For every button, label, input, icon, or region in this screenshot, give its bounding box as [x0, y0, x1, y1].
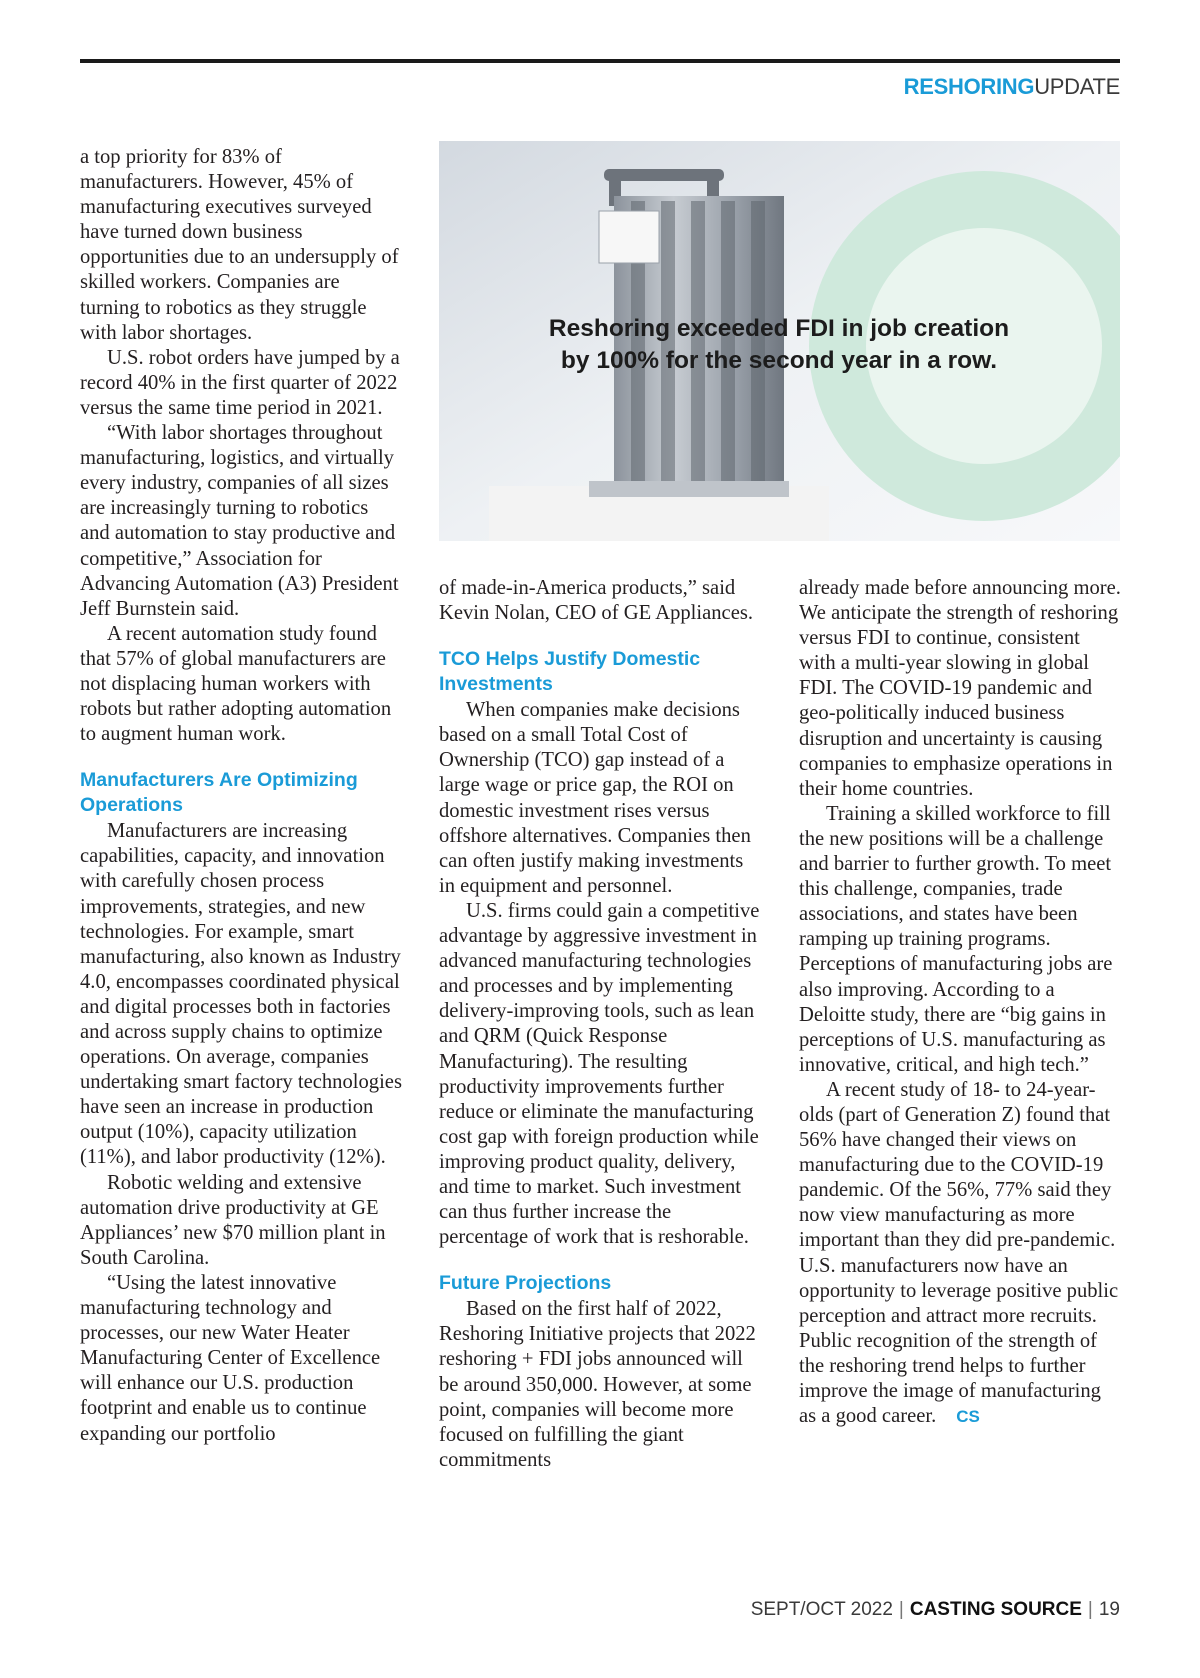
paragraph: U.S. robot orders have jumped by a record 40% in the first quarter of 2022 versus the same time period in 2021.: [80, 346, 400, 419]
column-2: [439, 576, 761, 1473]
paragraph: Training a skilled workforce to fill the new positions will be a challenge and barrier to further growth. To meet this challenge, companies, trade associations, and states have been ramping up training programs. Perceptions of manufacturing jobs are also improving. According to a Deloitte study, there are “big gains in perceptions of U.S. manufacturing as innovative, critical, and high tech.”: [799, 802, 1113, 1076]
end-mark: CS: [956, 1407, 980, 1427]
column-1: [80, 145, 402, 1447]
footer-divider: |: [898, 1599, 904, 1620]
section-header: [904, 74, 1120, 100]
subhead-optimizing-operations: Manufacturers Are Optimizing Operations: [80, 769, 358, 817]
paragraph: already made before announcing more. We anticipate the strength of reshoring versus FDI to continue, consistent with a multi-year slowing in global FDI. The COVID-19 pandemic and geo-politically induced business disruption and uncertainty is causing companies to emphasize operations in their home countries.: [799, 577, 1121, 800]
paragraph-final: [799, 1078, 1121, 1429]
issue-date: SEPT/OCT 2022: [750, 1599, 893, 1620]
publication-name: CASTING SOURCE: [909, 1599, 1082, 1620]
paragraph: a top priority for 83% of manufacturers. However, 45% of manufacturing executives surveyed have turned down business opportunities due to an undersupply of skilled workers. Companies are turning to robotics as they struggle with labor shortages.: [80, 146, 399, 344]
paragraph-text: A recent study of 18- to 24-year-olds (part of Generation Z) found that 56% have changed their views on manufacturing due to the COVID-19 pandemic. Of the 56%, 77% said they now view manufacturing as more important than they did pre-pandemic. U.S. manufacturers now have an opportunity to leverage positive public perception and attract more recruits. Public recognition of the strength of the reshoring trend helps to further improve the image of manufacturing as a good career.: [799, 1078, 1119, 1428]
footer-divider: |: [1087, 1599, 1093, 1620]
paragraph: When companies make decisions based on a small Total Cost of Ownership (TCO) gap instead of a large wage or price gap, the ROI on domestic investment rises versus offshore alternatives. Companies then can often justify making investments in equipment and personnel.: [439, 699, 751, 897]
page-number: 19: [1098, 1599, 1120, 1620]
paragraph: Robotic welding and extensive automation drive productivity at GE Appliances’ new $70 million plant in South Carolina.: [80, 1171, 386, 1269]
stack-label-sticker: [599, 211, 659, 263]
top-rule: [80, 59, 1120, 63]
paragraph: of made-in-America products,” said Kevin Nolan, CEO of GE Appliances.: [439, 577, 753, 625]
column-3: [799, 576, 1121, 1429]
section-label-light: UPDATE: [1034, 74, 1120, 99]
subhead-future-projections: Future Projections: [439, 1272, 612, 1295]
article-photo: [439, 141, 1120, 541]
section-label-strong: RESHORING: [903, 74, 1035, 99]
paragraph: A recent automation study found that 57% of global manufacturers are not displacing human workers with robots but rather adopting automation to augment human work.: [80, 622, 392, 746]
photo-caption: Reshoring exceeded FDI in job creation by 100% for the second year in a row.: [548, 315, 1010, 374]
paragraph: “With labor shortages throughout manufacturing, logistics, and virtually every industry, companies of all sizes are increasingly turning to robotics and automation to stay productive and competitive,” Association for Advancing Automation (A3) President Jeff Burnstein said.: [80, 422, 399, 620]
paragraph: U.S. firms could gain a competitive advantage by aggressive investment in advanced manufacturing technologies and processes and by implementing delivery-improving tools, such as lean and QRM (Quick Response Manufacturing). The resulting productivity improvements further reduce or eliminate the manufacturing cost gap with foreign production while improving product quality, delivery, and time to market. Such investment can thus further increase the percentage of work that is reshorable.: [439, 899, 760, 1249]
page-footer: [751, 1599, 1120, 1621]
stack-handle: [604, 169, 724, 181]
paragraph: Manufacturers are increasing capabilities, capacity, and innovation with carefully chosen process improvements, strategies, and new technologies. For example, smart manufacturing, also known as Industry 4.0, encompasses coordinated physical and digital processes both in factories and across supply chains to optimize operations. On average, companies undertaking smart factory technologies have seen an increase in production output (10%), capacity utilization (11%), and labor productivity (12%).: [80, 820, 402, 1169]
paragraph: “Using the latest innovative manufacturing technology and processes, our new Water Heater Manufacturing Center of Excellence will enhance our U.S. production footprint and enable us to continue expanding our portfolio: [80, 1271, 381, 1445]
paragraph: Based on the first half of 2022, Reshoring Initiative projects that 2022 reshoring + FDI jobs announced will be around 350,000. However, at some point, companies will become more focused on fulfilling the giant commitments: [439, 1298, 756, 1471]
stack-base: [589, 481, 789, 497]
subhead-tco: TCO Helps Justify Domestic Investments: [439, 648, 701, 696]
